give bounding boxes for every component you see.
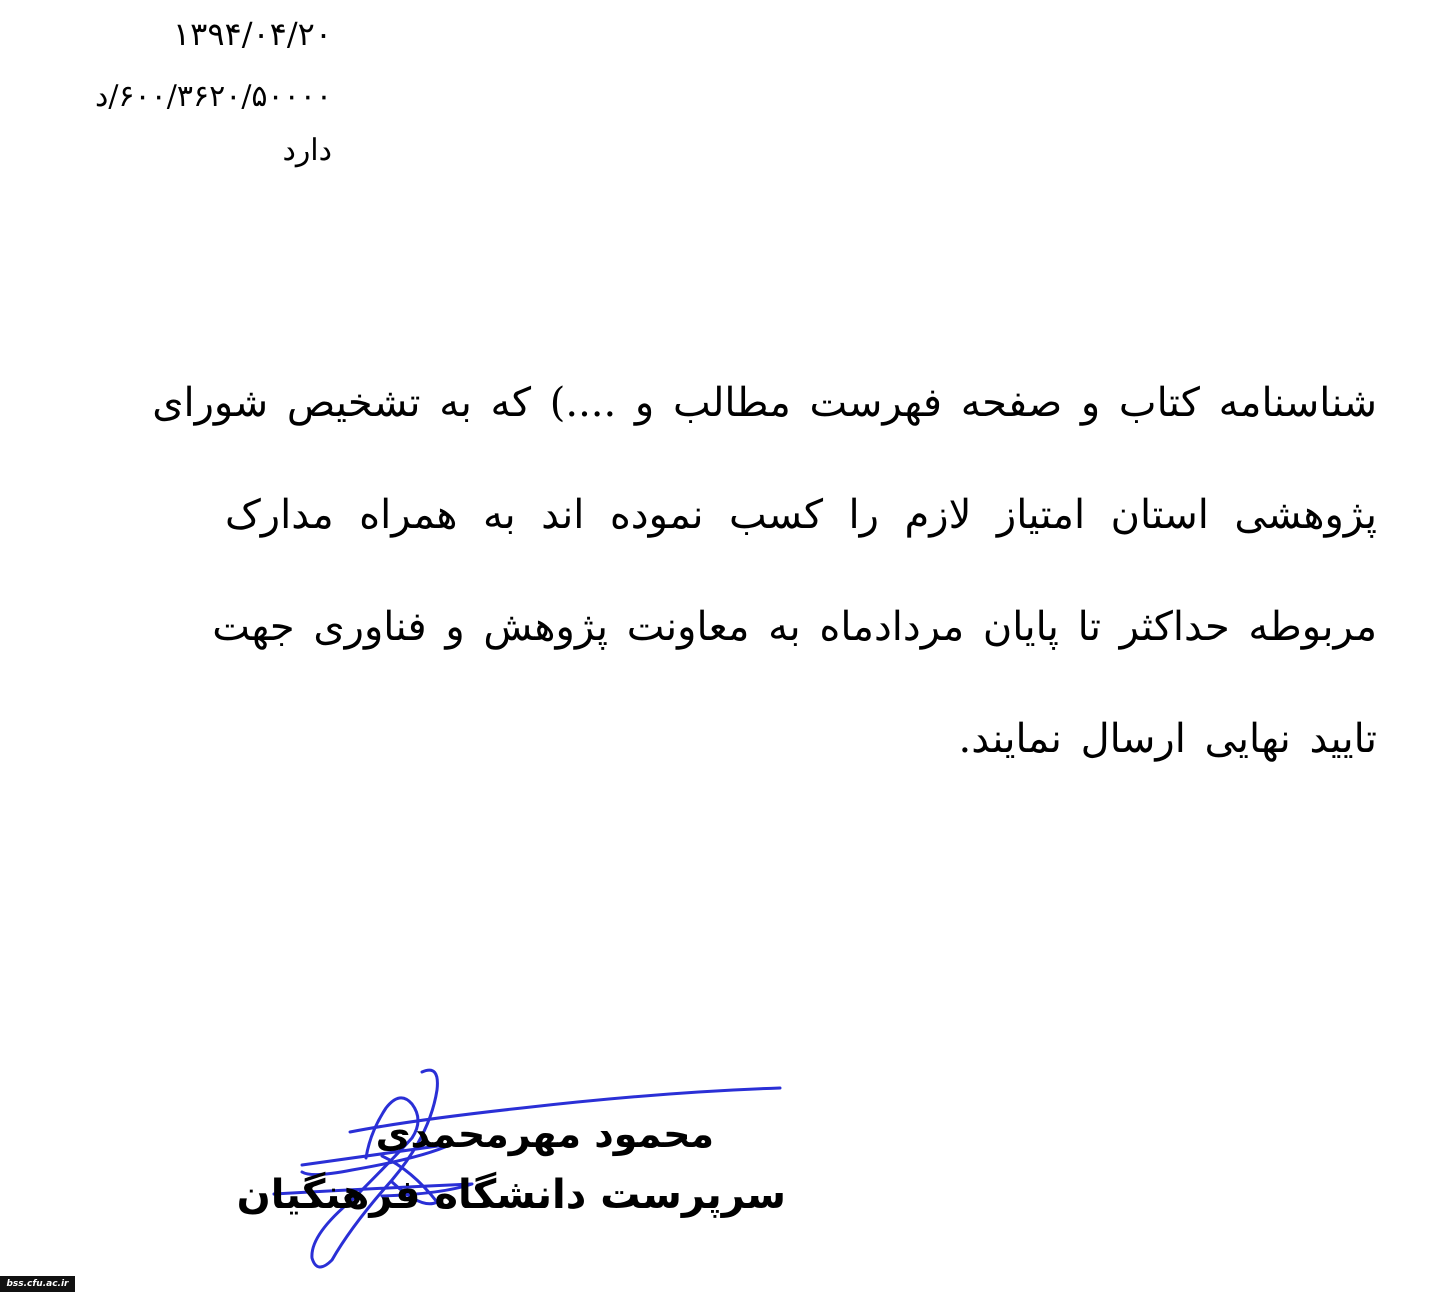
letter-number: ۶۰۰/۳۶۲۰/۵۰۰۰۰/د [94, 79, 332, 114]
website-watermark: bss.cfu.ac.ir [0, 1276, 75, 1292]
body-line: شناسنامه کتاب و صفحه فهرست مطالب و ....) که به تشخیص شورای [152, 380, 1377, 426]
body-line: پژوهشی استان امتیاز لازم را کسب نموده اند به همراه مدارک [225, 492, 1377, 538]
letter-date: ۱۳۹۴/۰۴/۲۰ [172, 15, 332, 53]
signature-block [236, 1060, 802, 1275]
letter-body [152, 368, 1377, 816]
handwritten-signature [262, 1060, 802, 1275]
body-line: مربوطه حداکثر تا پایان مردادماه به معاونت پژوهش و فناوری جهت [212, 604, 1377, 650]
body-line: تایید نهایی ارسال نمایند. [958, 716, 1377, 762]
signer-title: سرپرست دانشگاه فرهنگیان [236, 1172, 786, 1218]
signer-name: محمود مهرمحمدی [375, 1112, 714, 1156]
attachment-status: دارد [282, 133, 332, 168]
